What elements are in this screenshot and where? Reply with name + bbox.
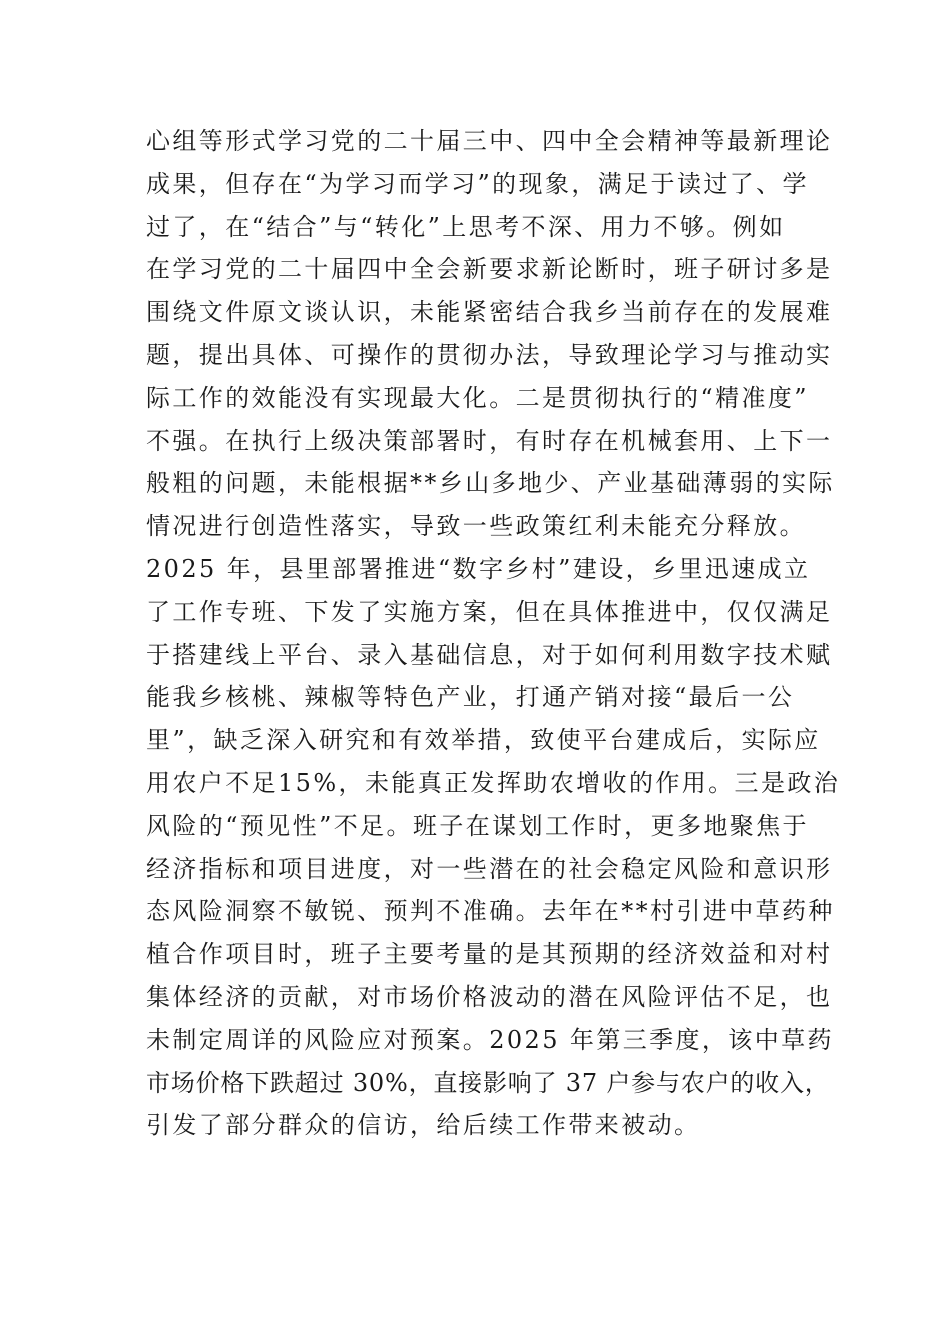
- text-line-24: 引发了部分群众的信访，给后续工作带来被动。: [146, 1111, 701, 1140]
- text-line-2: 成果，但存在“为学习而学习”的现象，满足于读过了、学: [146, 169, 809, 198]
- text-line-17: 风险的“预见性”不足。班子在谋划工作时，更多地聚焦于: [146, 811, 809, 840]
- text-line-12: 了工作专班、下发了实施方案，但在具体推进中，仅仅满足: [146, 597, 833, 626]
- text-line-16: 用农户不足15%，未能真正发挥助农增收的作用。三是政治: [146, 768, 841, 797]
- text-line-5: 围绕文件原文谈认识，未能紧密结合我乡当前存在的发展难: [146, 298, 833, 327]
- text-line-18: 经济指标和项目进度，对一些潜在的社会稳定风险和意识形: [146, 854, 833, 883]
- text-line-3: 过了，在“结合”与“转化”上思考不深、用力不够。例如: [146, 212, 786, 241]
- text-line-8: 不强。在执行上级决策部署时，有时存在机械套用、上下一: [146, 426, 833, 455]
- body-paragraph: [146, 120, 841, 1147]
- text-line-10: 情况进行创造性落实，导致一些政策红利未能充分释放。: [146, 512, 806, 541]
- text-line-1: 心组等形式学习党的二十届三中、四中全会精神等最新理论: [146, 127, 833, 155]
- text-line-21: 集体经济的贡献，对市场价格波动的潜在风险评估不足，也: [146, 982, 833, 1011]
- text-line-6: 题，提出具体、可操作的贯彻办法，导致理论学习与推动实: [146, 340, 833, 369]
- text-line-4: 在学习党的二十届四中全会新要求新论断时，班子研讨多是: [146, 255, 833, 284]
- text-line-14: 能我乡核桃、辣椒等特色产业，打通产销对接“最后一公: [146, 683, 795, 712]
- text-line-9: 般粗的问题，未能根据**乡山多地少、产业基础薄弱的实际: [146, 469, 835, 498]
- text-line-11: 2025 年，县里部署推进“数字乡村”建设，乡里迅速成立: [146, 554, 811, 583]
- text-line-13: 于搭建线上平台、录入基础信息，对于如何利用数字技术赋: [146, 640, 833, 669]
- text-line-22: 未制定周详的风险应对预案。2025 年第三季度，该中草药: [146, 1025, 834, 1054]
- text-line-19: 态风险洞察不敏锐、预判不准确。去年在**村引进中草药种: [146, 897, 835, 926]
- text-line-20: 植合作项目时，班子主要考量的是其预期的经济效益和对村: [146, 940, 833, 969]
- text-line-15: 里”，缺乏深入研究和有效举措，致使平台建成后，实际应: [146, 726, 821, 755]
- text-line-23: 市场价格下跌超过 30%，直接影响了 37 户参与农户的收入，: [146, 1068, 830, 1097]
- text-line-7: 际工作的效能没有实现最大化。二是贯彻执行的“精准度”: [146, 383, 809, 412]
